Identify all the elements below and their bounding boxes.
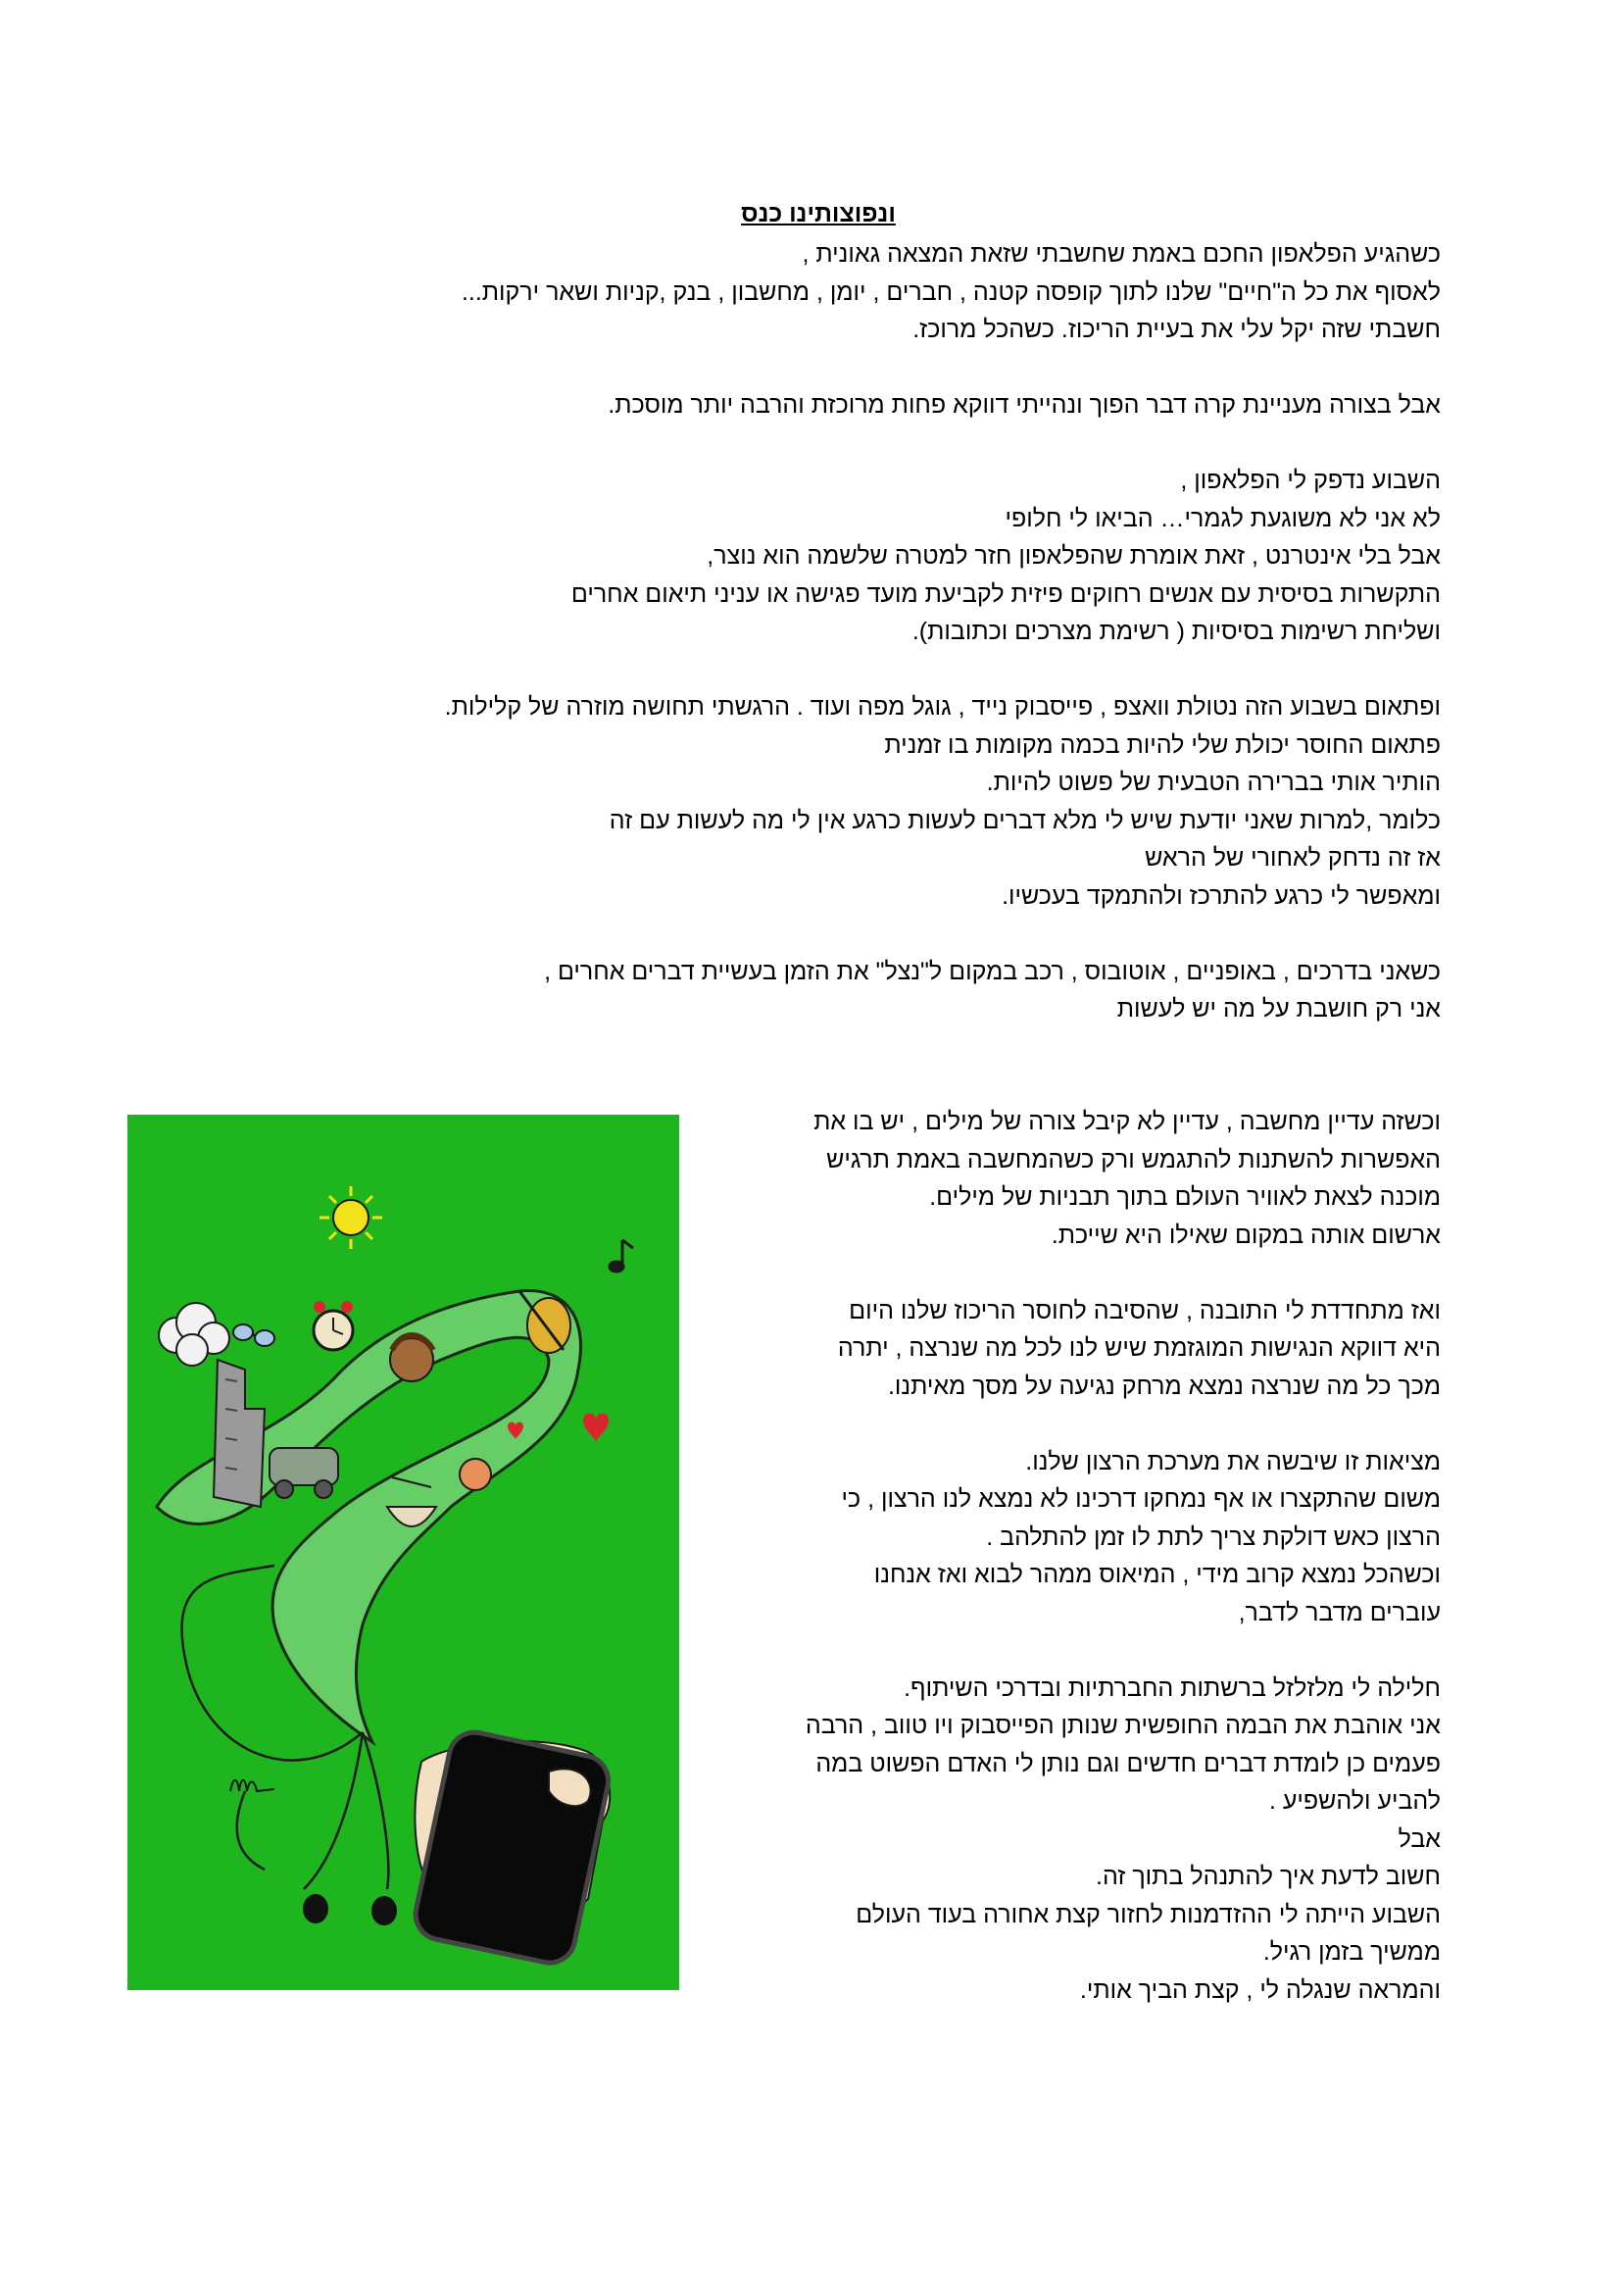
text-line: האפשרות להשתנות להתגמש ורק כשהמחשבה באמת תרגיש: [826, 1145, 1441, 1173]
text-line: ממשיך בזמן רגיל.: [1262, 1938, 1441, 1966]
blank-line: [715, 1405, 1441, 1443]
signature-mark: [230, 1780, 274, 1791]
person-icon: [460, 1459, 491, 1490]
text-line: אז זה נדחק לאחורי של הראש: [1145, 844, 1441, 872]
glasses-icon: [233, 1324, 274, 1346]
text-line: להביע ולהשפיע .: [1268, 1787, 1441, 1815]
document-title: ונפוצותינו כנס: [741, 200, 896, 227]
car-icon: [270, 1448, 338, 1498]
text-line: אבל בלי אינטרנט , זאת אומרת שהפלאפון חזר למטרה שלשמה הוא נוצר,: [707, 542, 1441, 570]
text-line: חלילה לי מלזלזל ברשתות החברתיות ובדרכי השיתוף.: [904, 1673, 1441, 1702]
text-line: ושליחת רשימות בסיסיות ( רשימת מצרכים וכתובות).: [911, 618, 1441, 645]
text-line: היא דווקא הנגישות המוגזמת שיש לנו לכל מה שנרצה , יתרה: [837, 1334, 1441, 1362]
text-line: כשהגיע הפלאפון החכם באמת שחשבתי שזאת המצאה גאונית ,: [802, 240, 1441, 268]
text-line: התקשרות בסיסית עם אנשים רחוקים פיזית לקביעת מועד פגישה או עניני תיאום אחרים: [570, 579, 1441, 608]
text-line: אבל: [1398, 1824, 1441, 1853]
blank-line: [0, 424, 1441, 463]
text-line: משום שהתקצרו או אף נמחקו דרכינו לא נמצא לנו הרצון , כי: [841, 1485, 1441, 1513]
text-line: מציאות זו שיבשה את מערכת הרצון שלנו.: [1025, 1447, 1441, 1475]
blank-line: [715, 1631, 1441, 1670]
text-line: חשוב לדעת איך להתנהל בתוך זה.: [1096, 1863, 1441, 1890]
text-line: ארשום אותה במקום שאילו היא שייכת.: [1051, 1221, 1441, 1249]
top-text-block: [0, 235, 1441, 1028]
text-line: הותיר אותי בברירה הטבעית של פשוט להיות.: [986, 769, 1441, 796]
blank-line: [0, 349, 1441, 387]
blank-line: [715, 1254, 1441, 1292]
text-line: השבוע הייתה לי ההזדמנות לחזור קצת אחורה בעוד העולם: [856, 1900, 1441, 1928]
alarm-clock-icon: [314, 1301, 353, 1350]
text-line: וכשהכל נמצא קרוב מידי , המיאוס ממהר לבוא ואז אנחנו: [873, 1561, 1441, 1588]
earphones-icon: [303, 1894, 397, 1925]
text-line: ופתאום בשבוע הזה נטולת וואצפ , פייסבוק נייד , גוגל מפה ועוד . הרגשתי תחושה מוזרה של קלילות.: [444, 693, 1441, 721]
text-line: לאסוף את כל ה"חיים" שלנו לתוך קופסה קטנה , חברים , יומן , מחשבון , בנק ,קניות ושאר ירקות...: [461, 277, 1441, 306]
blank-line: [0, 651, 1441, 689]
text-line: אבל בצורה מעניינת קרה דבר הפוך ונהייתי דווקא פחות מרוכזת והרבה יותר מוסכת.: [608, 391, 1441, 419]
text-line: עוברים מדבר לדבר,: [1238, 1598, 1441, 1626]
heart-icon: [583, 1414, 609, 1443]
text-line: אני אוהבת את הבמה החופשית שנותן הפייסבוק ויו טווב , הרבה: [805, 1712, 1441, 1739]
cloud-icon: [159, 1303, 229, 1366]
text-line: פתאום החוסר יכולת שלי להיות בכמה מקומות בו זמנית: [884, 730, 1441, 759]
text-line: וכשזה עדיין מחשבה , עדיין לא קיבל צורה של מילים , יש בו את: [813, 1108, 1441, 1135]
text-line: לא אני לא משוגעת לגמרי… הביאו לי חלופי: [1005, 504, 1441, 532]
text-line: חשבתי שזה יקל עלי את בעיית הריכוז. כשהכל מרוכז.: [912, 316, 1441, 343]
text-line: מוכנה לצאת לאוויר העולם בתוך תבניות של מילים.: [929, 1183, 1441, 1211]
music-note-icon: [610, 1240, 633, 1272]
content-swirl: [157, 1291, 581, 1742]
text-line: ואז מתחדדת לי התובנה , שהסיבה לחוסר הריכוז שלנו היום: [849, 1296, 1441, 1324]
side-text-block: [715, 1103, 1441, 2009]
text-line: פעמים כן לומדת דברים חדשים וגם נותן לי האדם הפשוט במה: [815, 1749, 1441, 1777]
text-line: הרצון כאש דולקת צריך לתת לו זמן להתלהב .: [986, 1522, 1441, 1551]
text-line: מכך כל מה שנרצה נמצא מרחק נגיעה על מסך מאיתנו.: [887, 1372, 1441, 1400]
text-line: כלומר ,למרות שאני יודעת שיש לי מלא דברים לעשות כרגע אין לי מה לעשות עם זה: [609, 806, 1441, 834]
text-line: אני רק חושבת על מה יש לעשות: [1116, 995, 1441, 1023]
text-line: כשאני בדרכים , באופניים , אוטובוס , רכב במקום ל"נצל" את הזמן בעשיית דברים אחרים ,: [544, 957, 1441, 985]
phone-illustration: [127, 1115, 679, 1990]
face-icon: [390, 1335, 433, 1381]
sun-icon: [320, 1186, 382, 1249]
illustration-drawing: [127, 1115, 679, 1990]
text-line: השבוע נדפק לי הפלאפון ,: [1180, 467, 1441, 494]
blank-line: [0, 915, 1441, 953]
text-line: והמראה שנגלה לי , קצת הביך אותי.: [1079, 1975, 1441, 2004]
text-line: ומאפשר לי כרגע להתרכז ולהתמקד בעכשיו.: [1002, 881, 1441, 910]
building-icon: [214, 1360, 265, 1507]
